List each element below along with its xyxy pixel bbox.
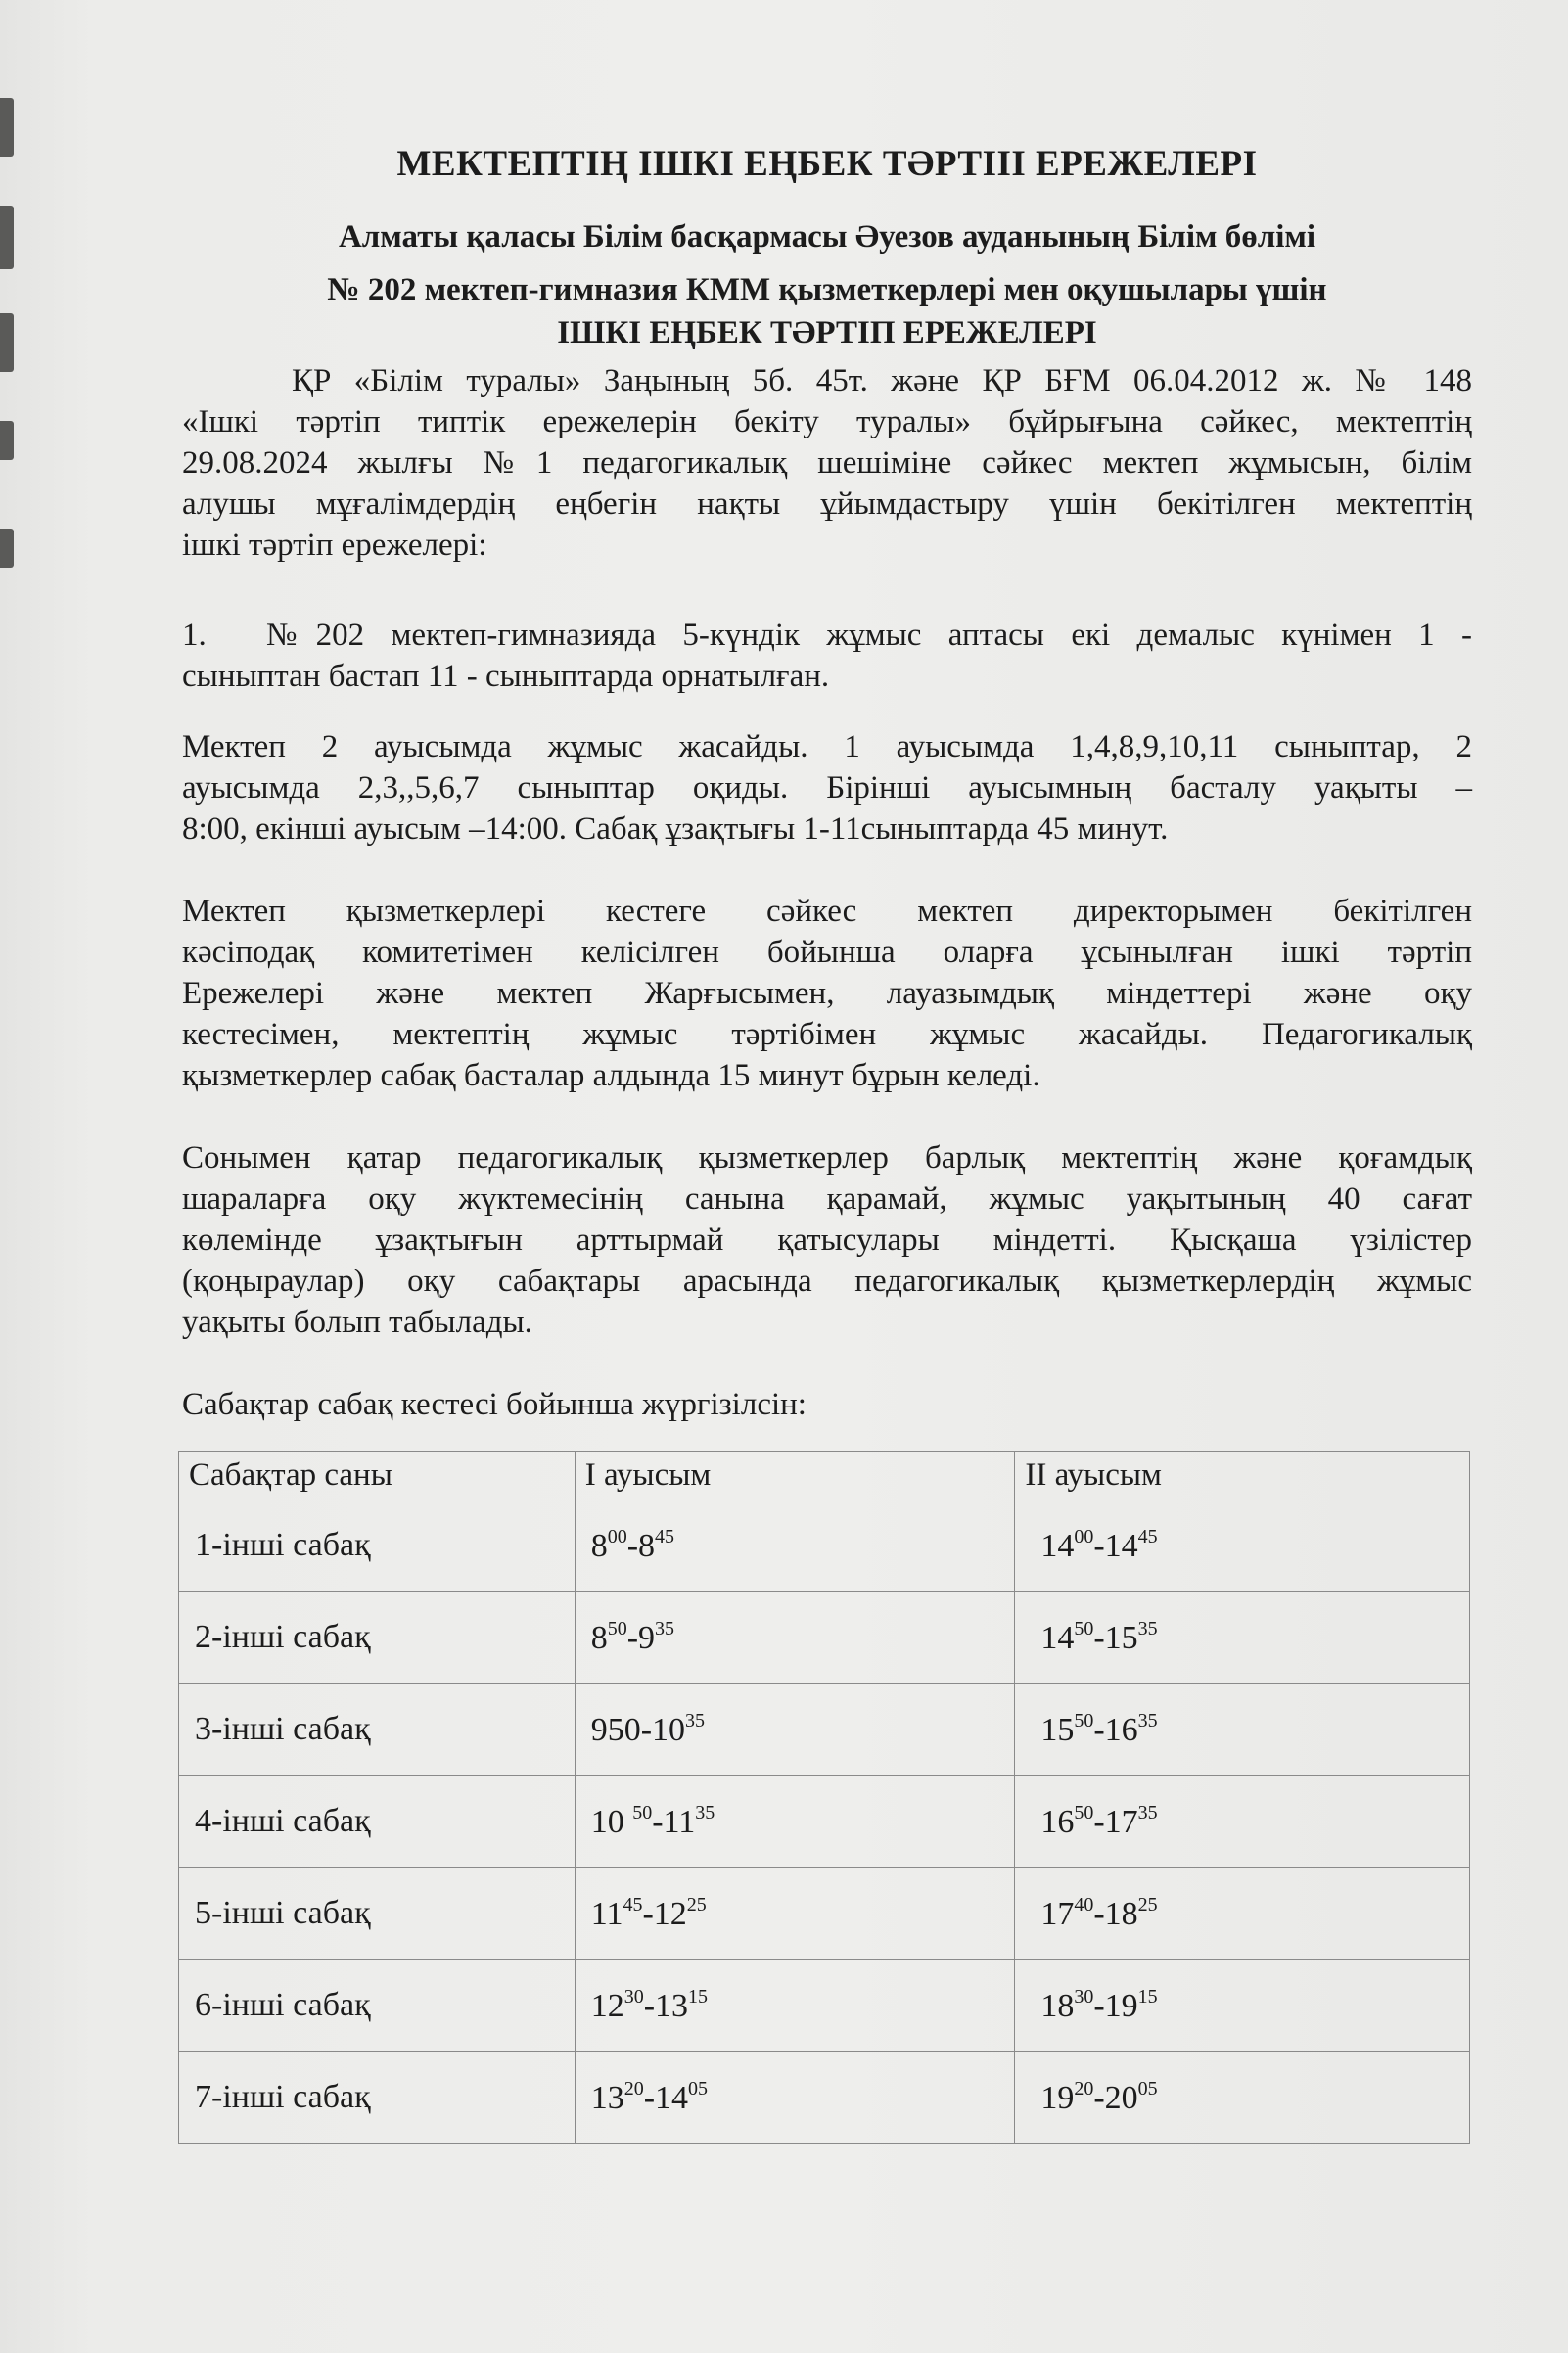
time-minutes: 35	[1137, 1617, 1158, 1639]
events-paragraph	[182, 1137, 1472, 1343]
shift1-time-cell	[575, 1499, 1015, 1592]
binding-mark	[0, 421, 14, 460]
time-part: 11	[590, 1895, 623, 1932]
time-minutes: 05	[1137, 2077, 1158, 2099]
time-minutes: 30	[623, 1985, 644, 2007]
time-minutes: 05	[688, 2077, 709, 2099]
time-minutes: 25	[1137, 1893, 1158, 1915]
lesson-cell	[179, 1684, 576, 1776]
lesson-cell	[179, 2052, 576, 2144]
time-minutes: 45	[655, 1525, 675, 1547]
time-minutes: 35	[655, 1617, 675, 1639]
time-part: -11	[652, 1803, 696, 1840]
lesson-cell	[179, 1592, 576, 1684]
item-text: №202 мектеп-гимназияда 5-күндік жұмыс аптасы екі демалыс күнімен 1 -	[266, 618, 1472, 653]
time-part: -16	[1093, 1711, 1138, 1748]
time-part: 19	[1040, 2079, 1075, 2116]
shift1-time-cell	[575, 1960, 1015, 2052]
text-line: көлемінде ұзақтығын арттырмай қатысулары міндетті. Қысқаша үзілістер	[182, 1223, 1472, 1258]
text-line: шараларға оқу жүктемесінің санына қарамай, жұмыс уақытының 40 сағат	[182, 1181, 1472, 1217]
lesson-cell	[179, 1868, 576, 1960]
time-part: -20	[1093, 2079, 1138, 2116]
time-part: 8	[590, 1527, 608, 1564]
shift1-time-cell	[575, 1684, 1015, 1776]
shift2-time-cell	[1015, 1592, 1470, 1684]
shifts-paragraph	[182, 726, 1472, 850]
text-line: уақыты болып табылады.	[182, 1305, 532, 1340]
item-1	[182, 615, 1472, 697]
time-minutes: 50	[607, 1617, 627, 1639]
time-minutes: 00	[607, 1525, 627, 1547]
text-line: ҚР «Білім туралы» Заңының 5б. 45т. және ҚР БҒМ 06.04.2012 ж. № 148	[292, 363, 1472, 398]
time-minutes: 35	[695, 1801, 715, 1823]
subtitle-line: Алматы қаласы Білім басқармасы Әуезов ауданының Білім бөлімі	[338, 219, 1316, 254]
shift2-time-cell	[1015, 1776, 1470, 1868]
binding-mark	[0, 98, 14, 157]
text-line: сыныптан бастап 11 - сыныптарда орнатылған.	[182, 659, 830, 694]
shift2-time-cell	[1015, 1868, 1470, 1960]
binding-mark	[0, 529, 14, 568]
schedule-table	[178, 1451, 1470, 2144]
time-part: 12	[590, 1987, 624, 2024]
table-header-row	[179, 1452, 1470, 1499]
document-title: МЕКТЕПТІҢ ІШКІ ЕҢБЕК ТӘРТІІІ ЕРЕЖЕЛЕРІ	[396, 144, 1258, 184]
lesson-label: 2-інші сабақ	[195, 1618, 371, 1655]
text-line: Ережелері және мектеп Жарғысымен, лауазымдық міндеттері және оқу	[182, 976, 1472, 1011]
text-line	[182, 615, 1472, 656]
text-line: алушы мұғалімдердің еңбегін нақты ұйымдастыру үшін бекітілген мектептің	[182, 486, 1472, 522]
intro-paragraph	[182, 360, 1472, 566]
text-line: қызметкерлер сабақ басталар алдында 15 минут бұрын келеді.	[182, 1058, 1040, 1093]
text-line: Мектеп қызметкерлері кестеге сәйкес мектеп директорымен бекітілген	[182, 894, 1472, 929]
time-minutes: 40	[1074, 1893, 1094, 1915]
time-minutes: 35	[1137, 1709, 1158, 1731]
time-part: -14	[1093, 1527, 1138, 1564]
time-part: -17	[1093, 1803, 1138, 1840]
time-minutes: 50	[1074, 1801, 1094, 1823]
lesson-label: 7-інші сабақ	[195, 2078, 371, 2115]
table-row	[179, 1499, 1470, 1592]
time-minutes: 20	[1074, 2077, 1094, 2099]
binding-mark	[0, 313, 14, 372]
text-line: (қоңыраулар) оқу сабақтары арасында педагогикалық қызметкерлердің жұмыс	[182, 1264, 1472, 1299]
lesson-cell	[179, 1499, 576, 1592]
time-part: -13	[643, 1987, 689, 2024]
time-part: 8	[590, 1619, 608, 1656]
time-part: 950-10	[590, 1711, 686, 1748]
subtitle-heading: ІШКІ ЕҢБЕК ТӘРТІП ЕРЕЖЕЛЕРІ	[557, 315, 1097, 350]
text-line: Сабақтар сабақ кестесі бойынша жүргізілсін:	[182, 1387, 807, 1422]
time-part: 15	[1040, 1711, 1075, 1748]
time-part: 17	[1040, 1895, 1075, 1932]
lesson-cell	[179, 1960, 576, 2052]
time-minutes: 15	[688, 1985, 709, 2007]
text-line: ішкі тәртіп ережелері:	[182, 528, 487, 563]
time-minutes: 20	[623, 2077, 644, 2099]
time-part: -8	[626, 1527, 656, 1564]
time-minutes: 50	[632, 1801, 653, 1823]
time-minutes: 35	[1137, 1801, 1158, 1823]
time-part: 14	[1040, 1527, 1075, 1564]
table-row	[179, 1684, 1470, 1776]
time-part: -12	[642, 1895, 687, 1932]
table-row	[179, 1868, 1470, 1960]
staff-paragraph	[182, 891, 1472, 1096]
time-minutes: 30	[1074, 1985, 1094, 2007]
table-row	[179, 1960, 1470, 2052]
text-line: кәсіподақ комитетімен келісілген бойынша оларға ұсынылған ішкі тәртіп	[182, 935, 1472, 970]
time-part: 18	[1040, 1987, 1075, 2024]
text-line: ауысымда 2,3,,5,6,7 сыныптар оқиды. Бірінші ауысымның басталу уақыты –	[182, 770, 1472, 806]
time-part: 10	[590, 1803, 633, 1840]
time-minutes: 50	[1074, 1617, 1094, 1639]
time-part: 14	[1040, 1619, 1075, 1656]
text-line: «Ішкі тәртіп типтік ережелерін бекіту туралы» бұйрығына сәйкес, мектептің	[182, 404, 1472, 439]
table-header-cell: II ауысым	[1015, 1452, 1470, 1499]
shift1-time-cell	[575, 2052, 1015, 2144]
text-line: Сонымен қатар педагогикалық қызметкерлер барлық мектептің және қоғамдық	[182, 1140, 1472, 1176]
time-part: -15	[1093, 1619, 1138, 1656]
table-header-cell: Сабақтар саны	[179, 1452, 576, 1499]
text-line: кестесімен, мектептің жұмыс тәртібімен жұмыс жасайды. Педагогикалық	[182, 1017, 1472, 1052]
lesson-label: 1-інші сабақ	[195, 1526, 371, 1563]
subtitle-line: № 202 мектеп-гимназия КММ қызметкерлері мен оқушылары үшін	[327, 272, 1327, 307]
time-part: -14	[643, 2079, 689, 2116]
lesson-label: 5-інші сабақ	[195, 1894, 371, 1931]
table-row	[179, 1592, 1470, 1684]
lesson-label: 3-інші сабақ	[195, 1710, 371, 1747]
table-header-cell: I ауысым	[575, 1452, 1015, 1499]
time-minutes: 45	[1137, 1525, 1158, 1547]
time-minutes: 00	[1074, 1525, 1094, 1547]
shift1-time-cell	[575, 1776, 1015, 1868]
time-part: -9	[626, 1619, 656, 1656]
table-row	[179, 1776, 1470, 1868]
shift2-time-cell	[1015, 1684, 1470, 1776]
shift1-time-cell	[575, 1592, 1015, 1684]
time-part: 13	[590, 2079, 624, 2116]
shift2-time-cell	[1015, 1499, 1470, 1592]
lesson-cell	[179, 1776, 576, 1868]
text-line: Мектеп 2 ауысымда жұмыс жасайды. 1 ауысымда 1,4,8,9,10,11 сыныптар, 2	[182, 729, 1472, 764]
time-part: -19	[1093, 1987, 1138, 2024]
shift2-time-cell	[1015, 1960, 1470, 2052]
lesson-label: 6-інші сабақ	[195, 1986, 371, 2023]
time-minutes: 45	[623, 1893, 643, 1915]
item-number: 1.	[182, 618, 207, 653]
time-part: 16	[1040, 1803, 1075, 1840]
schedule-intro	[182, 1384, 1472, 1425]
time-minutes: 25	[686, 1893, 707, 1915]
table-row	[179, 2052, 1470, 2144]
shift2-time-cell	[1015, 2052, 1470, 2144]
text-line: 29.08.2024 жылғы №1 педагогикалық шешіміне сәйкес мектеп жұмысын, білім	[182, 445, 1472, 481]
time-minutes: 50	[1074, 1709, 1094, 1731]
text-line: 8:00, екінші ауысым –14:00. Сабақ ұзақтығы 1-11сыныптарда 45 минут.	[182, 811, 1169, 847]
time-part: -18	[1093, 1895, 1138, 1932]
binding-mark	[0, 206, 14, 269]
time-minutes: 35	[685, 1709, 706, 1731]
lesson-label: 4-інші сабақ	[195, 1802, 371, 1839]
shift1-time-cell	[575, 1868, 1015, 1960]
time-minutes: 15	[1137, 1985, 1158, 2007]
